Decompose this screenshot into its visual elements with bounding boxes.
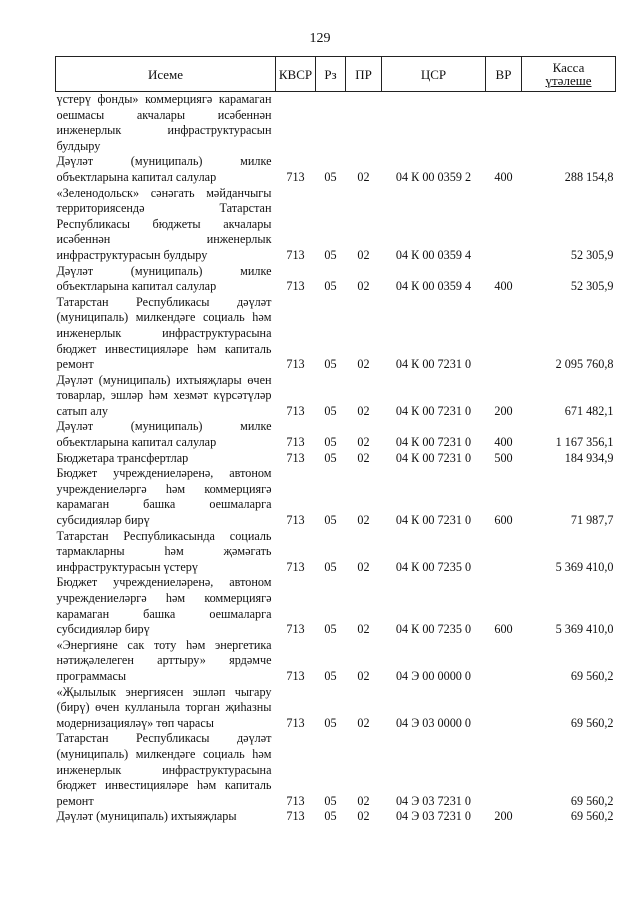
header-rz: Рз [316, 57, 346, 92]
cell-rz: 05 [324, 403, 337, 418]
cell-amount: 5 369 410,0 [555, 622, 614, 637]
cell-vr [486, 685, 522, 732]
table-row [56, 685, 616, 732]
cell-pr: 02 [357, 357, 370, 372]
cell-name: «Зеленодольск» сәнәгать мәйданчыгы территориясендә Татарстан Республикасы бюджеты акчалары исәбеннән инженерлык инфраструктурасын булдыру [56, 185, 272, 262]
cell-csr: 04 Э 03 7231 0 [395, 809, 472, 824]
header-csr: ЦСР [382, 57, 486, 92]
table-row [56, 529, 616, 576]
header-amount-line2: үтәлеше [545, 73, 592, 88]
cell-vr: 200 [494, 403, 513, 418]
cell-csr: 04 К 00 7231 0 [395, 403, 472, 418]
cell-kvsr [276, 92, 316, 155]
cell-csr: 04 К 00 0359 4 [395, 247, 472, 262]
table-row [56, 186, 616, 264]
cell-rz: 05 [324, 622, 337, 637]
cell-pr: 02 [357, 279, 370, 294]
cell-amount: 184 934,9 [564, 450, 614, 465]
header-vr: ВР [486, 57, 522, 92]
cell-vr: 400 [494, 169, 513, 184]
table-row [56, 466, 616, 528]
cell-csr: 04 К 00 0359 4 [395, 279, 472, 294]
cell-pr: 02 [357, 247, 370, 262]
table-row [56, 92, 616, 155]
cell-name: Татарстан Республикасы дәүләт (муниципаль) милкендәге социаль һәм инженерлык инфраструктурасына бюджет инвестицияләре һәм капиталь ремонт [56, 731, 272, 808]
cell-rz [316, 92, 346, 155]
cell-amount: 69 560,2 [570, 793, 614, 808]
cell-name: Дәүләт (муниципаль) ихтыяҗлары [56, 809, 237, 824]
cell-vr [486, 731, 522, 809]
cell-pr: 02 [357, 513, 370, 528]
table-row [56, 419, 616, 450]
cell-rz: 05 [324, 715, 337, 730]
cell-kvsr: 713 [286, 715, 305, 730]
cell-rz: 05 [324, 793, 337, 808]
header-amount [522, 57, 616, 92]
cell-name: Дәүләт (муниципаль) милке объектларына капитал салулар [56, 419, 272, 450]
cell-amount: 5 369 410,0 [555, 559, 614, 574]
table-body [56, 92, 616, 825]
cell-vr: 500 [494, 450, 513, 465]
cell-csr: 04 К 00 7231 0 [395, 357, 472, 372]
cell-pr: 02 [357, 668, 370, 683]
cell-rz: 05 [324, 450, 337, 465]
cell-amount: 288 154,8 [564, 169, 614, 184]
cell-name: Дәүләт (муниципаль) милке объектларына капитал салулар [56, 263, 272, 294]
cell-kvsr: 713 [286, 668, 305, 683]
cell-vr [486, 638, 522, 685]
cell-pr [346, 92, 382, 155]
cell-csr [382, 92, 486, 155]
cell-vr: 600 [494, 622, 513, 637]
cell-pr: 02 [357, 435, 370, 450]
cell-name: Бюджет учреждениеләренә, автоном учреждениеләргә һәм коммерциягә карамаган башка оешмаларга субсидияләр бирү [56, 466, 272, 528]
table-row [56, 638, 616, 685]
cell-name: Татарстан Республикасында социаль тармакларны һәм җәмәгать инфраструктурасын үстерү [56, 528, 272, 574]
cell-csr: 04 Э 03 0000 0 [395, 715, 472, 730]
cell-kvsr: 713 [286, 247, 305, 262]
cell-vr: 600 [494, 513, 513, 528]
cell-rz: 05 [324, 559, 337, 574]
cell-name: Дәүләт (муниципаль) ихтыяҗлары өчен товарлар, эшләр һәм хезмәт күрсәтүләр сатып алу [56, 372, 272, 418]
cell-vr: 400 [494, 435, 513, 450]
cell-kvsr: 713 [286, 809, 305, 824]
table-row [56, 264, 616, 295]
cell-rz: 05 [324, 169, 337, 184]
cell-amount: 671 482,1 [564, 403, 614, 418]
cell-amount: 69 560,2 [570, 668, 614, 683]
cell-amount: 69 560,2 [570, 809, 614, 824]
cell-csr: 04 К 00 0359 2 [395, 169, 472, 184]
cell-rz: 05 [324, 247, 337, 262]
cell-pr: 02 [357, 622, 370, 637]
cell-amount: 69 560,2 [570, 715, 614, 730]
cell-vr: 200 [494, 809, 513, 824]
cell-rz: 05 [324, 809, 337, 824]
cell-csr: 04 К 00 7235 0 [395, 559, 472, 574]
table-row [56, 809, 616, 825]
cell-name: Бюджетара трансфертлар [56, 450, 189, 465]
cell-vr [486, 529, 522, 576]
header-pr: ПР [346, 57, 382, 92]
cell-name: Бюджет учреждениеләренә, автоном учреждениеләргә һәм коммерциягә карамаган башка оешмаларга субсидияләр бирү [56, 575, 272, 637]
cell-amount: 2 095 760,8 [555, 357, 614, 372]
cell-vr [486, 295, 522, 373]
cell-rz: 05 [324, 668, 337, 683]
cell-kvsr: 713 [286, 435, 305, 450]
cell-csr: 04 Э 00 0000 0 [395, 668, 472, 683]
table-row [56, 154, 616, 185]
cell-csr: 04 К 00 7235 0 [395, 622, 472, 637]
table-header [56, 57, 616, 92]
cell-kvsr: 713 [286, 513, 305, 528]
cell-kvsr: 713 [286, 357, 305, 372]
cell-kvsr: 713 [286, 403, 305, 418]
cell-amount: 1 167 356,1 [555, 435, 614, 450]
cell-rz: 05 [324, 279, 337, 294]
cell-amount [522, 92, 616, 155]
cell-kvsr: 713 [286, 622, 305, 637]
cell-rz: 05 [324, 435, 337, 450]
cell-csr: 04 К 00 7231 0 [395, 450, 472, 465]
cell-pr: 02 [357, 450, 370, 465]
cell-pr: 02 [357, 809, 370, 824]
cell-pr: 02 [357, 169, 370, 184]
cell-pr: 02 [357, 559, 370, 574]
cell-name: «Җылылык энергиясен эшләп чыгару (бирү) өчен кулланыла торган җиһазны модернизацияләү» төп чарасы [56, 684, 272, 730]
cell-pr: 02 [357, 793, 370, 808]
table-row [56, 295, 616, 373]
cell-csr: 04 К 00 7231 0 [395, 513, 472, 528]
cell-amount: 71 987,7 [570, 513, 614, 528]
cell-kvsr: 713 [286, 279, 305, 294]
cell-rz: 05 [324, 513, 337, 528]
header-name: Исеме [56, 57, 276, 92]
cell-vr: 400 [494, 279, 513, 294]
cell-pr: 02 [357, 715, 370, 730]
header-amount-line1: Касса [552, 60, 585, 75]
cell-amount: 52 305,9 [570, 247, 614, 262]
cell-vr [486, 92, 522, 155]
header-kvsr: КВСР [276, 57, 316, 92]
table-row [56, 575, 616, 637]
cell-vr [486, 186, 522, 264]
cell-amount: 52 305,9 [570, 279, 614, 294]
table-row [56, 731, 616, 809]
cell-rz: 05 [324, 357, 337, 372]
table-row [56, 451, 616, 467]
cell-kvsr: 713 [286, 450, 305, 465]
cell-kvsr: 713 [286, 559, 305, 574]
cell-csr: 04 К 00 7231 0 [395, 435, 472, 450]
cell-name: Дәүләт (муниципаль) милке объектларына капитал салулар [56, 154, 272, 184]
cell-name: «Энергияне сак тоту һәм энергетика нәтиҗәлелеген арттыру» ярдәмче программасы [56, 637, 272, 683]
cell-kvsr: 713 [286, 169, 305, 184]
budget-table [55, 56, 616, 825]
cell-csr: 04 Э 03 7231 0 [395, 793, 472, 808]
page-number: 129 [309, 31, 331, 46]
cell-name: Татарстан Республикасы дәүләт (муниципаль) милкендәге социаль һәм инженерлык инфраструктурасына бюджет инвестицияләре һәм капиталь ремонт [56, 294, 272, 372]
cell-pr: 02 [357, 403, 370, 418]
cell-name: үстерү фонды» коммерциягә карамаган оешмасы акчалары исәбеннән инженерлык инфраструктурасын булдыру [56, 92, 272, 153]
cell-kvsr: 713 [286, 793, 305, 808]
table-row [56, 373, 616, 420]
